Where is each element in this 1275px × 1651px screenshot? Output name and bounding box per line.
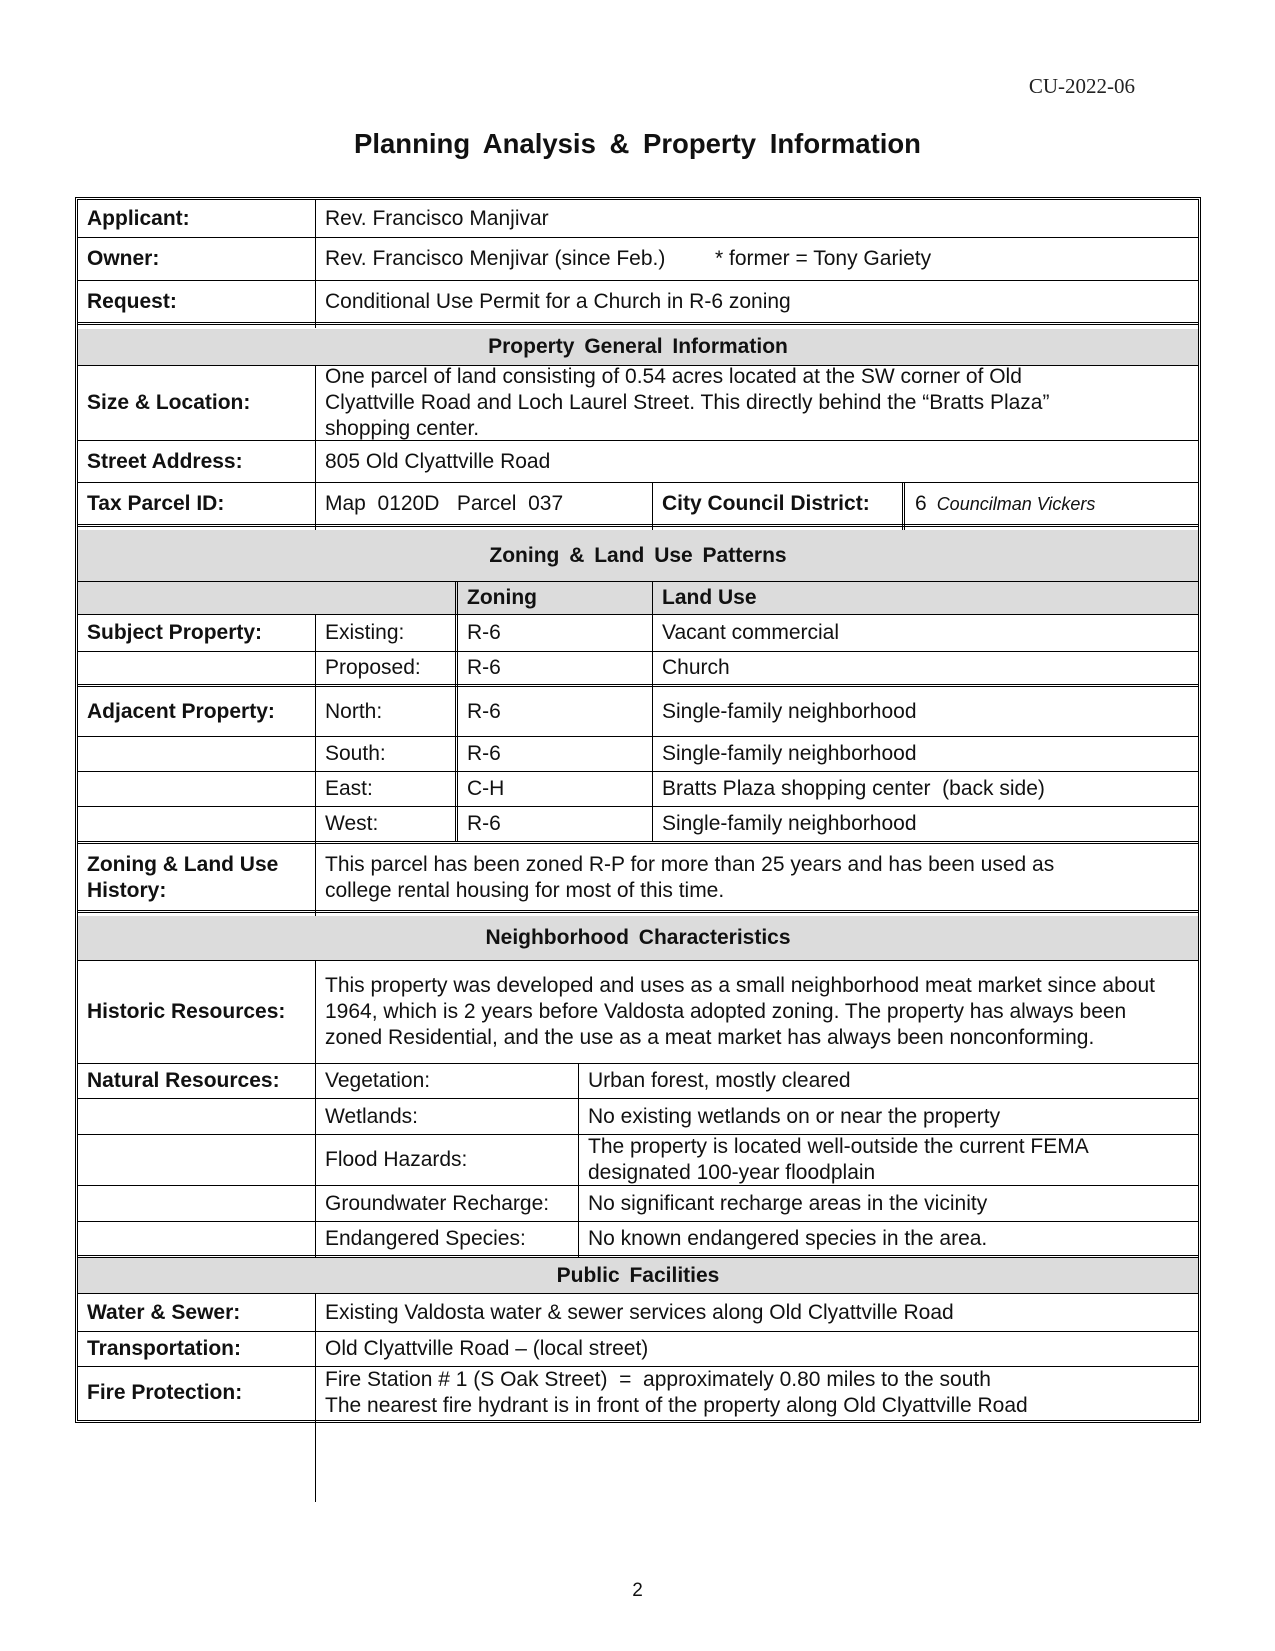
fire-station-line: Fire Station # 1 (S Oak Street) = approximately 0.80 miles to the south xyxy=(325,1368,991,1391)
adjacent-row-use: Single-family neighborhood xyxy=(662,700,917,723)
applicant-label: Applicant: xyxy=(87,206,190,230)
fire-protection-label: Fire Protection: xyxy=(87,1381,243,1404)
street-address-value: 805 Old Clyattville Road xyxy=(325,449,551,473)
historic-resources-label: Historic Resources: xyxy=(87,1000,286,1023)
property-info-table xyxy=(75,197,1201,1423)
natural-row-label: Flood Hazards: xyxy=(325,1148,468,1171)
owner-label: Owner: xyxy=(87,247,160,270)
owner-former-note: * former = Tony Gariety xyxy=(715,247,932,270)
zoning-history-label: Zoning & Land Use History: xyxy=(87,852,279,902)
fire-hydrant-line: The nearest fire hydrant is in front of the property along Old Clyattville Road xyxy=(325,1394,1028,1417)
subject-property-label: Subject Property: xyxy=(87,621,263,644)
fire-protection-value xyxy=(316,1367,1198,1419)
council-district-number: 6 xyxy=(915,491,927,515)
natural-row-value: No significant recharge areas in the vicinity xyxy=(588,1191,988,1215)
subject-row-zoning: R-6 xyxy=(467,621,501,644)
transportation-value: Old Clyattville Road – (local street) xyxy=(325,1337,649,1360)
adjacent-row-label: South: xyxy=(325,742,386,765)
water-sewer-label: Water & Sewer: xyxy=(87,1300,241,1324)
page-number: 2 xyxy=(632,1580,643,1601)
section-heading-zoning: Zoning & Land Use Patterns xyxy=(489,543,787,567)
natural-row-label: Vegetation: xyxy=(325,1069,431,1092)
adjacent-row-zoning: R-6 xyxy=(467,700,501,723)
adjacent-row-label: East: xyxy=(325,777,373,800)
case-number: CU-2022-06 xyxy=(1028,74,1135,98)
historic-resources-value: This property was developed and uses as a small neighborhood meat market since about 1964, which is 2 years before Valdosta adopted zoning. The property has always been zoned Residential, and the use as a meat market has always been nonconforming. xyxy=(325,974,1155,1049)
council-district-label: City Council District: xyxy=(662,491,870,515)
natural-row-label: Groundwater Recharge: xyxy=(325,1191,550,1215)
transportation-label: Transportation: xyxy=(87,1337,242,1360)
adjacent-row-use: Single-family neighborhood xyxy=(662,742,917,765)
adjacent-row-zoning: R-6 xyxy=(467,812,501,835)
natural-row-value: No known endangered species in the area. xyxy=(588,1226,988,1250)
applicant-value: Rev. Francisco Manjivar xyxy=(325,206,549,230)
adjacent-row-label: West: xyxy=(325,812,379,835)
tax-parcel-value: Map 0120D Parcel 037 xyxy=(325,491,564,515)
natural-row-value: The property is located well-outside the current FEMA designated 100-year floodplain xyxy=(588,1135,1088,1184)
zoning-history-value: This parcel has been zoned R-P for more than 25 years and has been used as college rental housing for most of this time. xyxy=(325,852,1055,902)
section-heading-facilities: Public Facilities xyxy=(556,1264,720,1287)
natural-row-value: No existing wetlands on or near the property xyxy=(588,1104,1001,1128)
adjacent-row-zoning: C-H xyxy=(467,777,505,800)
section-heading-neighborhood: Neighborhood Characteristics xyxy=(485,926,791,949)
subject-row-use: Vacant commercial xyxy=(662,621,840,644)
subject-row-zoning: R-6 xyxy=(467,656,501,679)
street-address-label: Street Address: xyxy=(87,449,243,473)
tax-parcel-label: Tax Parcel ID: xyxy=(87,491,225,515)
column-header-zoning: Zoning xyxy=(467,586,537,609)
section-heading-general: Property General Information xyxy=(488,335,788,358)
natural-row-label: Wetlands: xyxy=(325,1104,418,1128)
column-header-land-use: Land Use xyxy=(662,586,757,609)
natural-resources-label: Natural Resources: xyxy=(87,1069,280,1092)
document-title: Planning Analysis & Property Information xyxy=(354,128,921,159)
size-location-value: One parcel of land consisting of 0.54 acres located at the SW corner of Old Clyattville Road and Loch Laurel Street. This directly behind the “Bratts Plaza” shopping center. xyxy=(325,365,1050,440)
subject-row-label: Existing: xyxy=(325,621,405,644)
adjacent-row-label: North: xyxy=(325,700,383,723)
council-district-value xyxy=(906,483,1198,524)
request-value: Conditional Use Permit for a Church in R-6 zoning xyxy=(325,289,791,313)
water-sewer-value: Existing Valdosta water & sewer services along Old Clyattville Road xyxy=(325,1300,954,1324)
adjacent-row-use: Bratts Plaza shopping center (back side) xyxy=(662,777,1045,800)
natural-row-label: Endangered Species: xyxy=(325,1226,526,1250)
size-location-label: Size & Location: xyxy=(87,391,251,414)
subject-row-use: Church xyxy=(662,656,730,679)
owner-value: Rev. Francisco Menjivar (since Feb.) xyxy=(325,247,666,270)
subject-row-label: Proposed: xyxy=(325,656,421,679)
adjacent-property-label: Adjacent Property: xyxy=(87,700,275,723)
adjacent-row-zoning: R-6 xyxy=(467,742,501,765)
councilman-name: Councilman Vickers xyxy=(936,493,1096,514)
natural-row-value: Urban forest, mostly cleared xyxy=(588,1069,851,1092)
adjacent-row-use: Single-family neighborhood xyxy=(662,812,917,835)
request-label: Request: xyxy=(87,289,177,313)
